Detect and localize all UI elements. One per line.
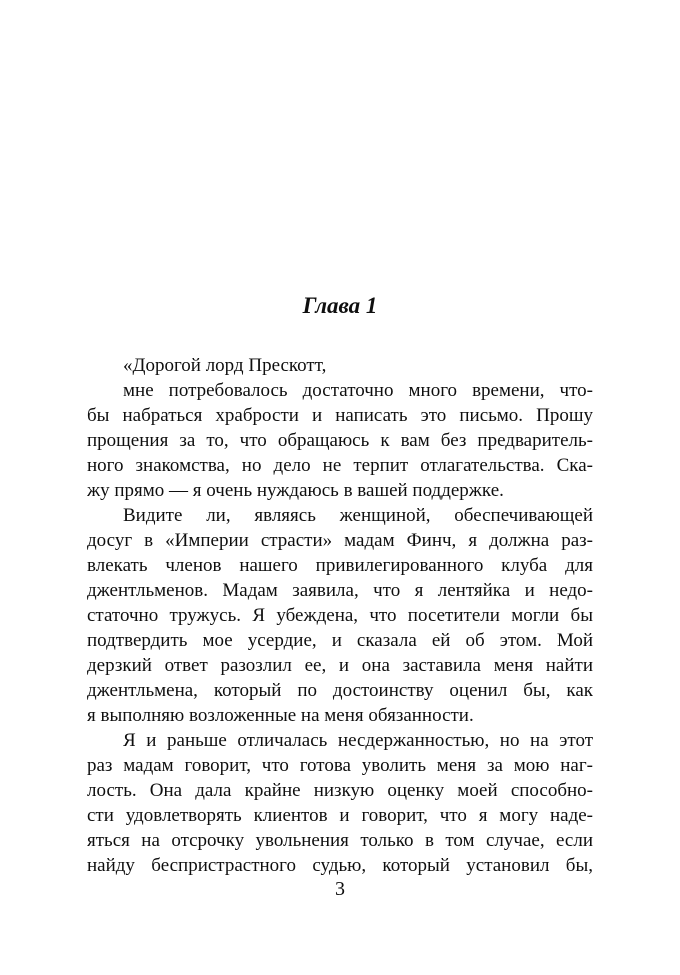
- text-line: бы набраться храбрости и написать это письмо. Прошу: [87, 405, 593, 426]
- text-line: «Дорогой лорд Прескотт,: [123, 355, 327, 376]
- text-line: влекать членов нашего привилегированного клуба для: [87, 555, 593, 576]
- text-line: найду беспристрастного судью, который установил бы,: [87, 855, 593, 876]
- text-line: мне потребовалось достаточно много времени, что-: [123, 380, 593, 401]
- text-line: джентльменов. Мадам заявила, что я лентяйка и недо-: [87, 580, 593, 601]
- chapter-heading: Глава 1: [302, 293, 378, 318]
- body-text-block: [87, 353, 593, 878]
- text-line: джентльмена, который по достоинству оценил бы, как: [87, 680, 593, 701]
- text-line: яться на отсрочку увольнения только в том случае, если: [87, 830, 593, 851]
- text-line: сти удовлетворять клиентов и говорит, что я могу наде-: [87, 805, 593, 826]
- text-line: подтвердить мое усердие, и сказала ей об этом. Мой: [87, 630, 593, 651]
- text-line: ного знакомства, но дело не терпит отлагательства. Ска-: [87, 455, 593, 476]
- text-line: досуг в «Империи страсти» мадам Финч, я должна раз-: [87, 530, 593, 551]
- text-line: прощения за то, что обращаюсь к вам без предваритель-: [87, 430, 593, 451]
- page-number: 3: [335, 878, 345, 900]
- text-line: раз мадам говорит, что готова уволить меня за мою наг-: [87, 755, 593, 776]
- text-line: лость. Она дала крайне низкую оценку моей способно-: [87, 780, 593, 801]
- text-line: Видите ли, являясь женщиной, обеспечивающей: [123, 505, 593, 526]
- text-line: статочно тружусь. Я убеждена, что посетители могли бы: [87, 605, 593, 626]
- text-line: Я и раньше отличалась несдержанностью, но на этот: [123, 730, 593, 751]
- text-line: я выполняю возложенные на меня обязанности.: [87, 705, 474, 726]
- text-line: дерзкий ответ разозлил ее, и она заставила меня найти: [87, 655, 593, 676]
- text-line: жу прямо — я очень нуждаюсь в вашей поддержке.: [87, 480, 504, 501]
